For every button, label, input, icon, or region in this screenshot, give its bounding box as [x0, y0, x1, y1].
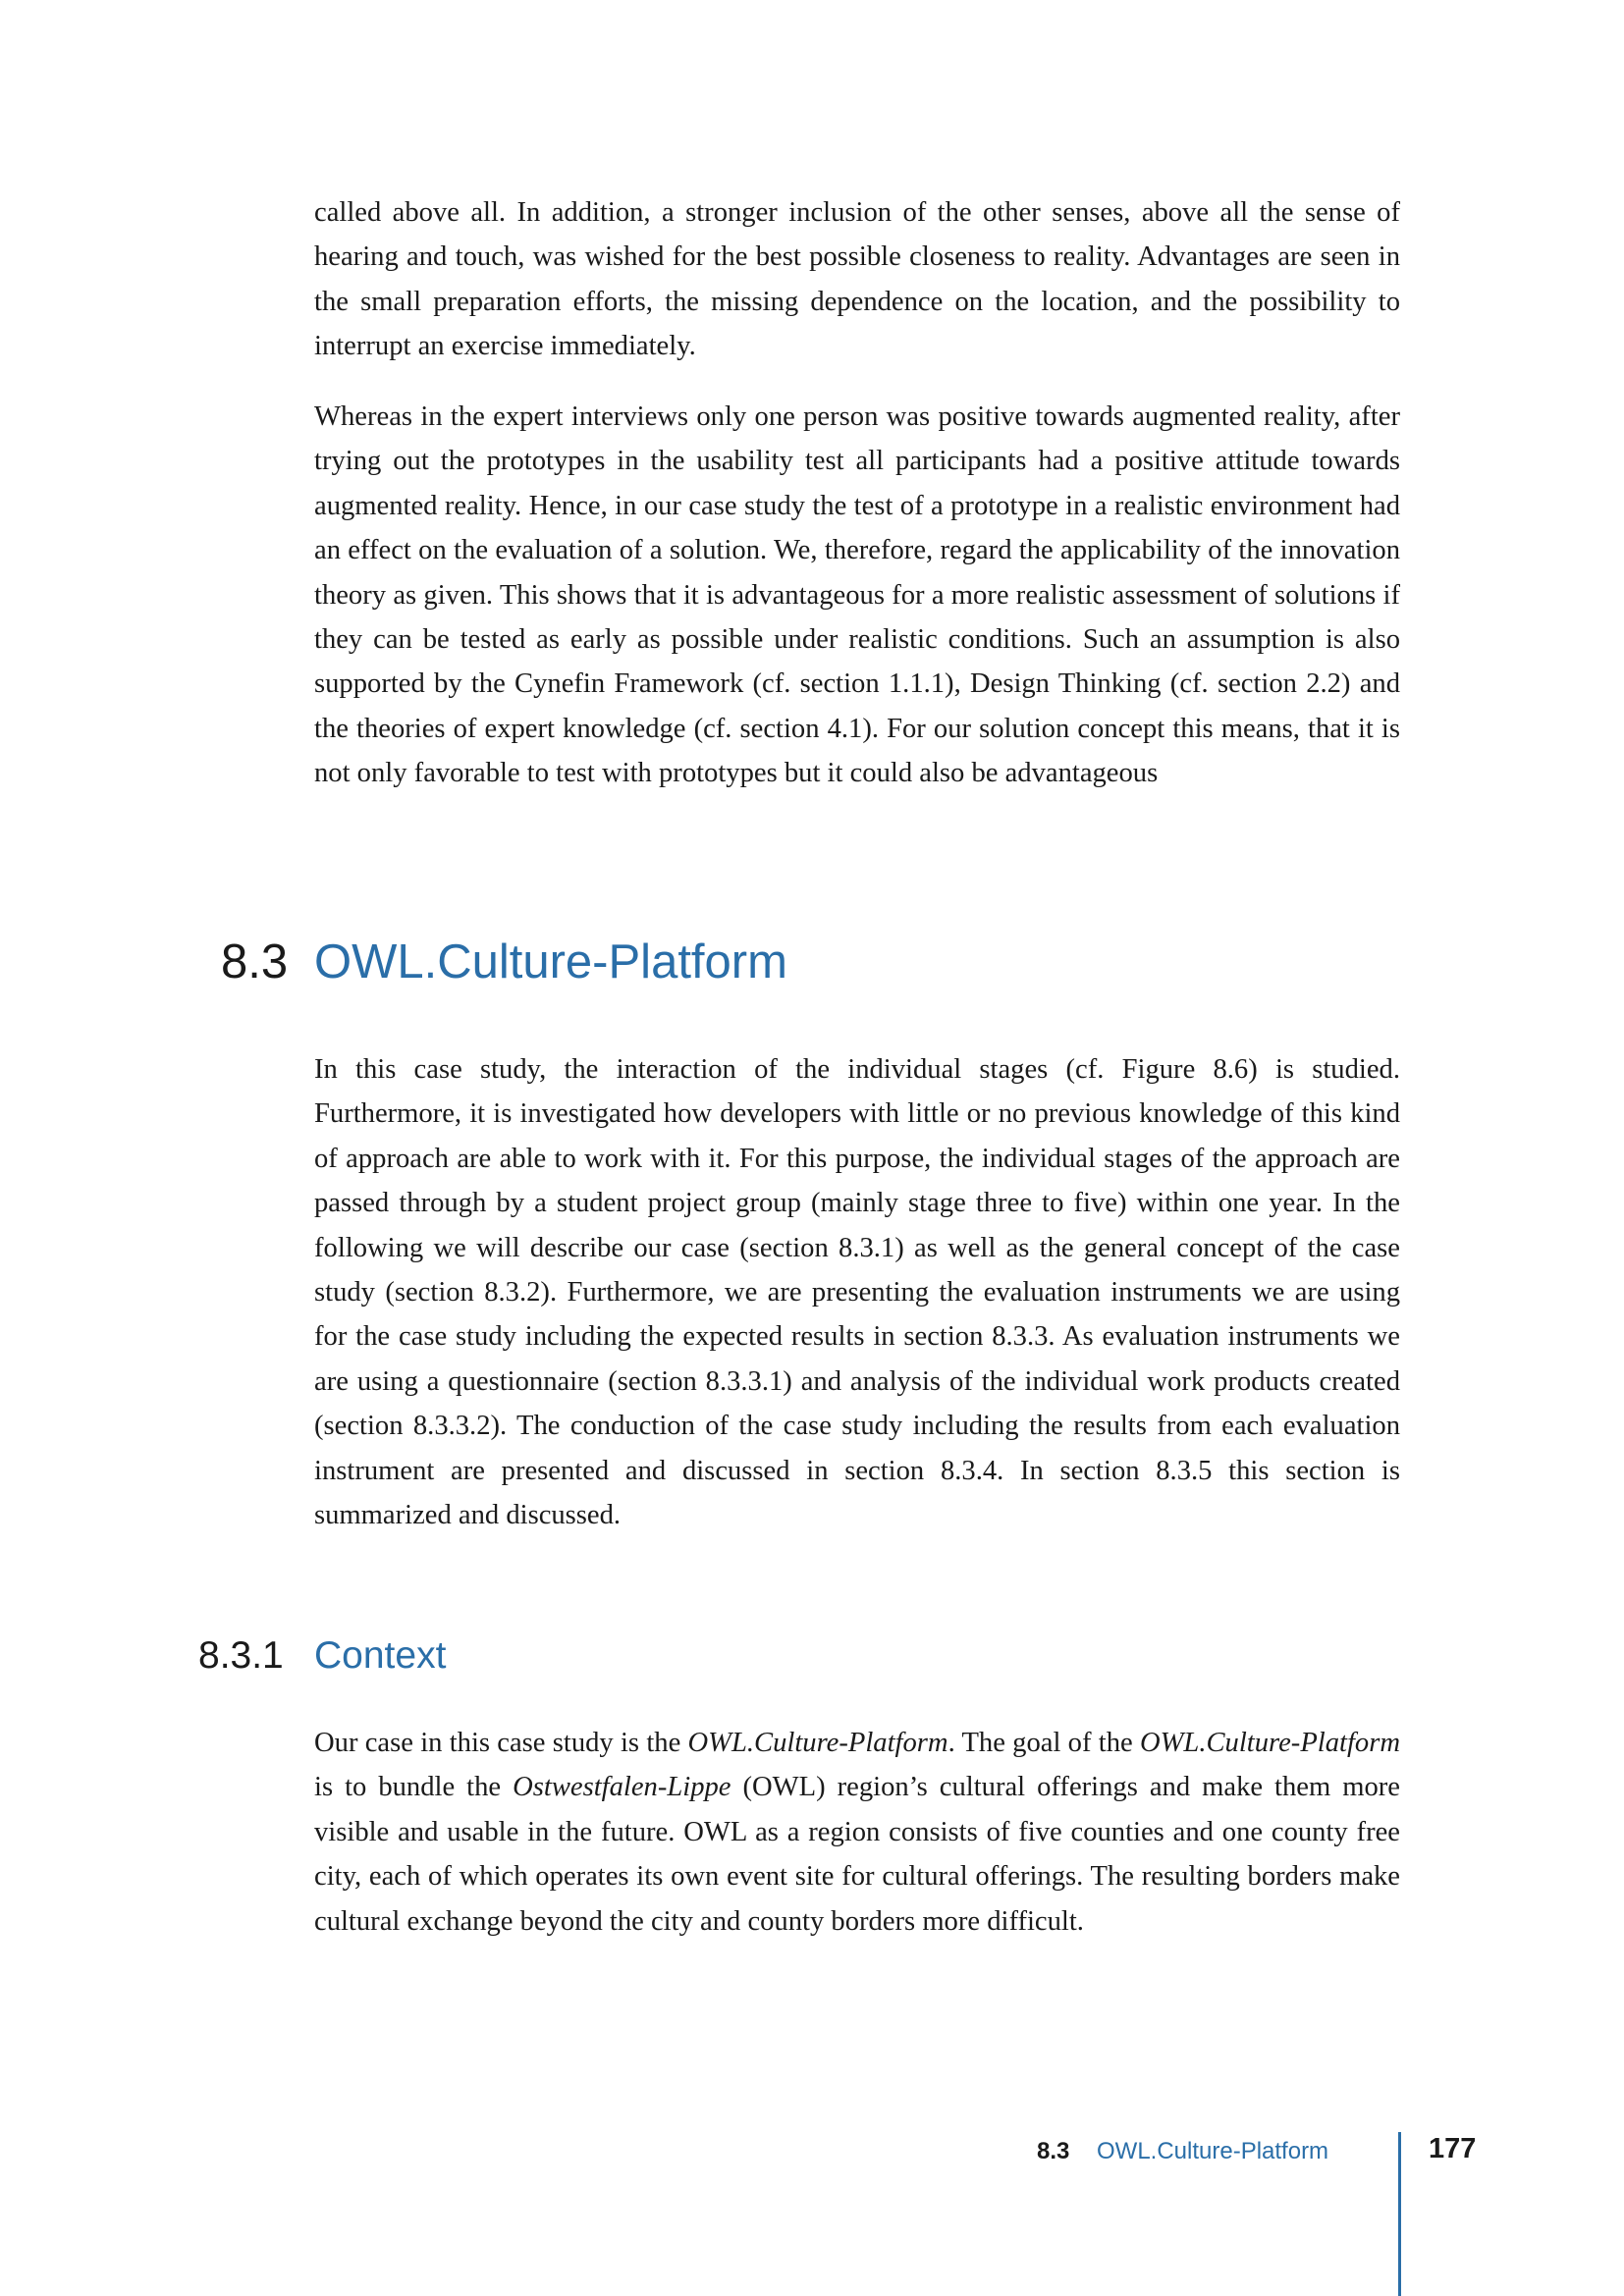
footer-section-number: 8.3: [1037, 2138, 1070, 2164]
paragraph-continuation: called above all. In addition, a stronger inclusion of the other senses, above all the sense of hearing and touch, was wished for the best possible closeness to reality. Advantages are seen in the small preparation efforts, the missing dependence on the location, and the possibility to interrupt an exercise immediately.: [314, 197, 1400, 362]
paragraph-section-intro: In this case study, the interaction of the individual stages (cf. Figure 8.6) is studied. Furthermore, it is investigated how developers with little or no previous knowledge of this kind of approach are able to work with it. For this purpose, the individual stages of the approach are passed through by a student project group (mainly stage three to five) within one year. In the following we will describe our case (section 8.3.1) as well as the general concept of the case study (section 8.3.2). Furthermore, we are presenting the evaluation instruments we are using for the case study including the expected results in section 8.3.3. As evaluation instruments we are using a questionnaire (section 8.3.3.1) and analysis of the individual work products created (section 8.3.3.2). The conduction of the case study including the results from each evaluation instrument are presented and discussed in section 8.3.4. In section 8.3.5 this section is summarized and discussed.: [314, 1054, 1400, 1531]
page-number: 177: [1429, 2133, 1477, 2164]
subsection-title: Context: [314, 1634, 447, 1677]
context-emphasis-platform-1: OWL.Culture-Platform: [687, 1728, 948, 1758]
paragraph-context: [314, 1721, 1400, 1944]
context-text-1: Our case in this case study is the: [314, 1728, 688, 1758]
section-number: 8.3: [221, 935, 289, 988]
footer-divider: [1398, 2132, 1401, 2296]
context-text-2: . The goal of the: [947, 1728, 1140, 1758]
context-text-3: is to bundle the: [314, 1772, 514, 1803]
context-emphasis-region: Ostwestfalen-Lippe: [513, 1772, 731, 1803]
footer-section-title: OWL.Culture-Platform: [1097, 2138, 1329, 2164]
paragraph-innovation-theory: Whereas in the expert interviews only one person was positive towards augmented reality, after trying out the prototypes in the usability test all participants had a positive attitude towards augmented reality. Hence, in our case study the test of a prototype in a realistic environment had an effect on the evaluation of a solution. We, therefore, regard the applicability of the innovation theory as given. This shows that it is advantageous for a more realistic assessment of solutions if they can be tested as early as possible under realistic conditions. Such an assumption is also supported by the Cynefin Framework (cf. section 1.1.1), Design Thinking (cf. section 2.2) and the theories of expert knowledge (cf. section 4.1). For our solution concept this means, that it is not only favorable to test with prototypes but it could also be advantageous: [314, 401, 1400, 789]
subsection-number: 8.3.1: [198, 1634, 284, 1677]
context-text-4: (OWL) region’s cultural offerings and make them more visible and usable in the future. OWL as a region consists of five counties and one county free city, each of which operates its own event site for cultural offerings. The resulting borders make cultural exchange beyond the city and county borders more difficult.: [314, 1772, 1400, 1937]
section-title: OWL.Culture-Platform: [314, 935, 787, 988]
context-emphasis-platform-2: OWL.Culture-Platform: [1139, 1728, 1400, 1758]
